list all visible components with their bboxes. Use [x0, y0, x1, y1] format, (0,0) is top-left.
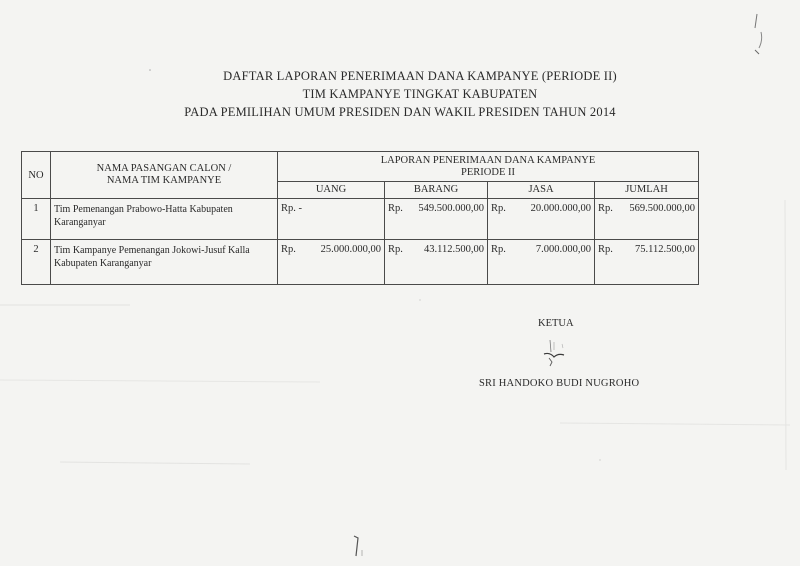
- report-title-line-2: TIM KAMPANYE TINGKAT KABUPATEN: [302, 87, 538, 101]
- header-no: NO: [22, 152, 51, 199]
- header-name-line-2: NAMA TIM KAMPANYE: [106, 175, 222, 186]
- header-group-line-2: PERIODE II: [461, 167, 515, 178]
- amount-value: 569.500.000,00: [629, 203, 696, 214]
- row-name: Tim Kampanye Pemenangan Jokowi-Jusuf Kalla Kabupaten Karanganyar: [51, 240, 278, 285]
- currency-label: Rp.: [491, 203, 506, 214]
- currency-label: Rp.: [388, 244, 403, 255]
- amount-value: 20.000.000,00: [530, 203, 591, 214]
- header-barang: BARANG: [385, 182, 488, 199]
- header-jasa: JASA: [488, 182, 595, 199]
- currency-label: Rp.: [598, 244, 613, 255]
- currency-label: Rp. -: [281, 203, 302, 214]
- row-name: Tim Pemenangan Prabowo-Hatta Kabupaten Karanganyar: [51, 199, 278, 240]
- header-name-line-1: NAMA PASANGAN CALON /: [96, 163, 232, 174]
- currency-label: Rp.: [491, 244, 506, 255]
- report-title-line-3: PADA PEMILIHAN UMUM PRESIDEN DAN WAKIL PRESIDEN TAHUN 2014: [184, 105, 616, 119]
- signatory-name: SRI HANDOKO BUDI NUGROHO: [479, 378, 640, 389]
- currency-label: Rp.: [281, 244, 296, 255]
- header-group-line-1: LAPORAN PENERIMAAN DANA KAMPANYE: [380, 155, 596, 166]
- row-no: 2: [22, 240, 51, 285]
- amount-value: 25.000.000,00: [320, 244, 381, 255]
- amount-value: 43.112.500,00: [424, 244, 484, 255]
- amount-value: 7.000.000,00: [535, 244, 591, 255]
- currency-label: Rp.: [598, 203, 613, 214]
- header-uang: UANG: [278, 182, 385, 199]
- header-jumlah: JUMLAH: [595, 182, 699, 199]
- amount-value: 549.500.000,00: [418, 203, 484, 214]
- amount-value: 75.112.500,00: [635, 244, 696, 255]
- currency-label: Rp.: [388, 203, 403, 214]
- row-no: 1: [22, 199, 51, 240]
- report-title-line-1: DAFTAR LAPORAN PENERIMAAN DANA KAMPANYE (PERIODE II): [223, 69, 617, 83]
- signatory-title: KETUA: [538, 318, 574, 329]
